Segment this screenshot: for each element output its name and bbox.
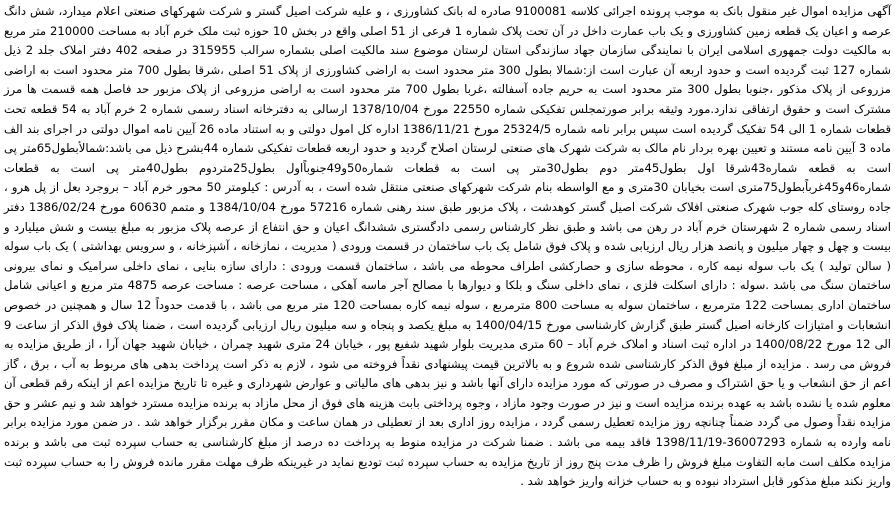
auction-notice-text: آگهی مزایده اموال غیر منقول بانک به موجب پرونده اجرائی کلاسه 9100081 صادره له بانک کشاورزی ، و علیه شرکت اصیل گستر و شرکت شهرکهای صنعتی اعلام میدارد، شش دانگ عرصه و اعیان یک قطعه زمین کشاورزی و یک باب عمارت داخل در آن تحت پلاک شماره 1 فرعی از 51 اصلی واقع در بخش 10 حوزه ثبت ملک خرم آباد به مساحت 210000 متر مربع به مالکیت دولت جمهوری اسلامی ایران با نمایندگی سازمان جهاد سازندگی استان لرستان موضوع سند مالکیت اصلی بشماره سرالب 315955 در صفحه 402 دفتر املاک جلد 2 ذیل شماره 127 ثبت گردیده است و حدود اربعه آن عبارت است از:شمالا بطول 300 متر محدود است به اراضی کشاورزی از پلاک 51 اصلی ،شرقا بطول 700 متر محدود است به اراضی مزروعی از پلاک مذکور ،جنوبا بطول 300 متر محدود است به حریم جاده آسفالته ،غربا بطول 700 متر محدود است به اراضی مزروعی از پلاک مزبور حد فاصل همه قسمت ها مرز مشترک است و حقوق ارتفاقی ندارد.مورد وثیقه برابر صورتمجلس تفکیکی شماره 22550 مورخ 1378/10/04 ارسالی به دفترخانه اسناد رسمی شماره 2 خرم آباد به 54 قطعه تحت قطعات شماره 1 الی 54 تفکیک گردیده است سپس برابر نامه شماره 25324/5 مورخ 1386/11/21 اداره کل امول دولتی و به استناد ماده 26 آیین نامه اموال دولتی در اجرای بند الف ماده 3 آیین نامه مستند و تعیین بهره بردار نام مالک به شرکت شهرک های صنعتی لرستان اصلاح گردید و حدود اربعه قطعات تفکیکی شماره 44بشرح ذیل می باشد:شمالأبطول65متر پی است به قطعه شماره43شرقا اول بطول45متر دوم بطول30متر پی است به قطعات شماره50و49جنوباًاول بطول25متردوم بطول40متر پی است به قطعات شماره46و45غرباًبطول75متری است بخیابان 30متری و مع الواسطه بنام شرکت شهرکهای صنعتی منتقل شده است ، به آدرس : کیلومتر 50 محور خرم آباد – بروجرد بعل از پل هرو ، جاده روستای کله جوب شهرک صنعتی افلاک شرکت اصیل گستر کوهدشت ، پلاک مزبور طبق سند رهنی شماره 57216 مورخ 1384/10/04 و متمم 60630 مورخ 1386/02/24 دفتر اسناد رسمی شماره 2 شهرستان خرم آباد در رهن می باشد و طبق نظر کارشناس رسمی دادگستری ششدانگ اعیان و حق انتفاع از عرصه پلاک مزبور به مبلغ بیست و شش میلیارد و بیست و چهل و چهار میلیون و پانصد هزار ریال ارزیابی شده و پلاک فوق شامل یک باب ساختمان در قسمت ورودی ( مدیریت ، نمازخانه ، آشپزخانه ، و سرویس بهداشتی ) یک باب سوله ( سالن تولید ) یک باب سوله نیمه کاره ، محوطه سازی و حصارکشی اطراف محوطه می باشد ، ساختمان قسمت ورودی : دارای سازه بنایی ، نمای داخلی سرامیک و نمای بیرونی ساختمان سنگ می باشد .سوله : دارای اسکلت فلزی ، نمای داخلی سنگ و بلکا و دیوارها با مصالح آجر ماسه آهکی ، مساحت عرصه : مساحت عرصه 4875 متر مربع و اعیانی شامل ساختمان اداری بمساحت 122 مترمربع ، ساختمان سوله به مساحت 800 مترمربع ، سوله نیمه کاره بمساحت 120 متر مربع می باشد ، با قدمت حدوداً 12 سال و همچنین در خصوص انشعابات و امتیازات کارخانه اصیل گستر طبق گزارش کارشناسی مورخ 1400/04/15 به مبلغ یکصد و پنجاه و سه میلیون ریال ارزیابی گردیده است ، ضمنا پلاک فوق الذکر از ساعت 9 الی 12 مورخ 1400/08/22 در اداره ثبت اسناد و املاک خرم آباد – 60 متری مدیریت بلوار شهید شفیع پور ، خیابان 24 متری شهید چمران ، خیابان شهید جهان آرا ، از طریق مزایده به فروش می رسد . مزایده از مبلغ فوق الذکر کارشناسی شده شروع و به بالاترین قیمت پیشنهادی نقداً فروخته می شود ، لازم به ذکر است پرداخت بدهی های مربوط به آب ، برق ، گاز اعم از حق انشعاب و یا حق اشتراک و مصرف در صورتی که مورد مزایده دارای آنها باشد و نیز بدهی های مالیاتی و عوارض شهرداری و غیره تا تاریخ مزایده اعم از اینکه رقم قطعی آن معلوم شده یا نشده باشد به عهده برنده مزایده است و نیز در صورت وجود مازاد ، وجوه پرداختی بابت هزینه های فوق از محل مازاد به برنده مزایده مسترد خواهد شد و نیم عشر و حق مزایده نقداً وصول می گردد ضمناً چنانچه روز مزایده تعطیل رسمی گردد ، مزایده روز اداری بعد از تعطیلی در همان ساعت و مکان مقرر برگزار خواهد شد . در ضمن مورد مزایده برابر نامه وارده به شماره 36007293-1398/11/19 فاقد بیمه می باشد . ضمنا شرکت در مزایده منوط به پرداخت ده درصد از مبلغ کارشناسی به حساب سپرده ثبت می باشد و برنده مزایده مکلف است مابه التفاوت مبلغ فروش را ظرف مدت پنج روز از تاریخ مزایده به حساب سپرده ثبت تودیع نماید در غیرینکه ظرف مهلت مقرر مانده فروش را به حساب سپرده ثبت واریز نکند مبلغ مذکور قابل استرداد نبوده و به حساب خزانه واریز خواهد شد . (4, 4, 892, 489)
